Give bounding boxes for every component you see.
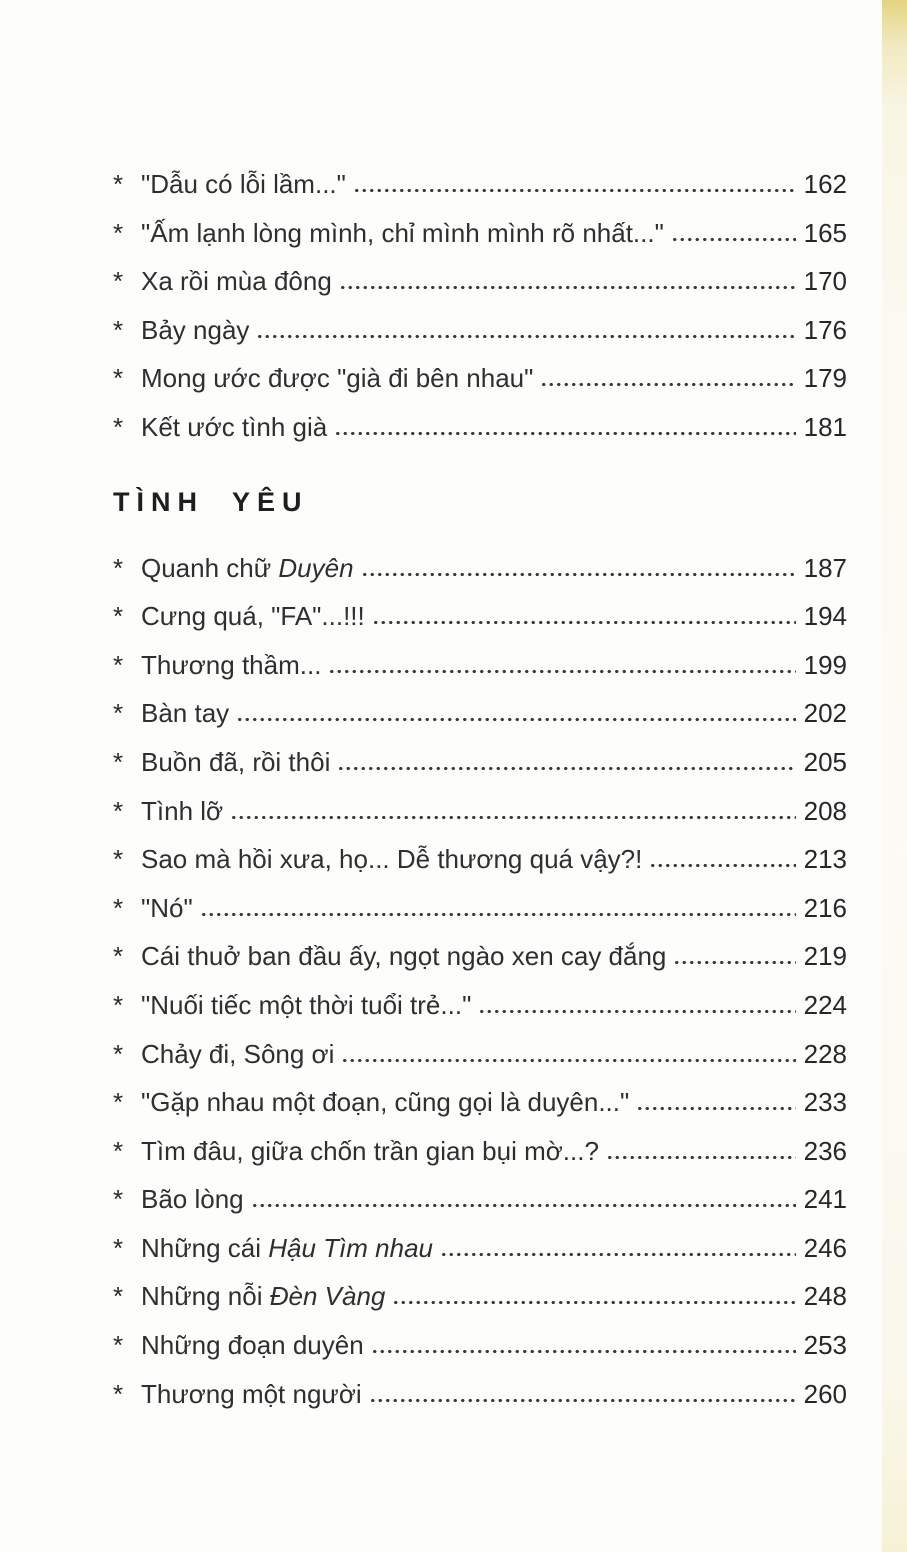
asterisk-bullet: * [113,411,124,442]
dot-leader [673,960,795,965]
entry-title-text: Cái thuở ban đầu ấy, ngọt ngào xen cay đắng [141,941,667,972]
asterisk-bullet: * [113,1038,124,1069]
entry-title [141,981,471,1030]
page-number: 199 [803,649,847,680]
entry-title [141,1272,385,1321]
entry-title-text: Bàn tay [141,698,230,729]
asterisk-bullet: * [113,552,124,583]
entry-title [141,1321,364,1370]
page-number: 241 [803,1184,847,1215]
entry-title-text: Bão lòng [141,1184,244,1215]
page-number: 162 [803,169,847,199]
dot-leader [251,1203,796,1208]
entry-title-text: Chảy đi, Sông ơi [141,1038,335,1069]
entry-title-text: Sao mà hồi xưa, họ... Dễ thương quá vậy?! [141,844,643,875]
entry-title [141,1030,334,1079]
toc-entry [113,1321,847,1370]
entry-title [141,884,193,933]
entry-title [141,932,666,981]
dot-leader [671,237,796,242]
page-number: 260 [803,1378,847,1409]
dot-leader [440,1252,796,1257]
toc-entry [113,1175,847,1224]
entry-title-text: Những nỗi [141,1281,270,1312]
asterisk-bullet: * [113,649,124,680]
dot-leader [540,382,795,387]
page-number: 253 [803,1330,847,1361]
page-number: 213 [803,844,847,875]
page-number: 236 [803,1135,847,1166]
entry-title [141,403,327,452]
entry-title-text: Thương thầm... [141,649,322,680]
toc-entry [113,1224,847,1273]
toc-entry [113,257,847,306]
entry-title-text: Tình lỡ [141,795,224,826]
entry-title [141,1370,362,1419]
entry-title-italic: Hậu Tìm nhau [268,1232,433,1263]
entry-title-text: Những đoạn duyên [141,1330,364,1361]
toc-entry [113,544,847,593]
page-number: 224 [803,989,847,1020]
page-number: 202 [803,698,847,729]
toc-entry [113,403,847,452]
entry-title-text: Bảy ngày [141,314,250,345]
entry-title [141,1224,433,1273]
toc-entry [113,835,847,884]
asterisk-bullet: * [113,1087,124,1118]
entry-title-italic: Duyên [278,552,354,583]
page-number: 219 [803,941,847,972]
page-number: 233 [803,1087,847,1118]
toc-entry [113,981,847,1030]
asterisk-bullet: * [113,1232,124,1263]
entry-title-text: Cưng quá, "FA"...!!! [141,601,365,632]
toc-entry [113,932,847,981]
asterisk-bullet: * [113,1330,124,1361]
asterisk-bullet: * [113,1281,124,1312]
entry-title [141,209,664,258]
entry-title [141,592,365,641]
page-number: 208 [803,795,847,826]
dot-leader [256,334,795,339]
dot-leader [606,1155,796,1160]
toc-entry [113,738,847,787]
entry-title [141,257,332,306]
dot-leader [361,572,796,577]
toc-entry [113,160,847,209]
toc-entry [113,1030,847,1079]
page-number: 176 [803,314,847,345]
asterisk-bullet: * [113,169,124,199]
dot-leader [372,620,796,625]
entry-title [141,544,354,593]
asterisk-bullet: * [113,698,124,729]
page-number: 216 [803,892,847,923]
entry-title-text: "Ấm lạnh lòng mình, chỉ mình mình rõ nhất..." [141,217,664,248]
entry-title-text: "Gặp nhau một đoạn, cũng gọi là duyên..." [141,1087,630,1118]
dot-leader [339,285,796,290]
page-number: 205 [803,746,847,777]
asterisk-bullet: * [113,892,124,923]
entry-title-text: Tìm đâu, giữa chốn trần gian bụi mờ...? [141,1135,599,1166]
asterisk-bullet: * [113,217,124,248]
toc-entry [113,787,847,836]
asterisk-bullet: * [113,363,124,394]
toc-entry [113,1272,847,1321]
dot-leader [353,188,796,193]
entry-title-text: Kết ước tình già [141,411,328,442]
section-heading: TÌNH YÊU [113,486,309,517]
dot-leader [649,863,795,868]
dot-leader [337,766,795,771]
dot-leader [341,1058,795,1063]
entry-title-italic: Đèn Vàng [269,1281,386,1312]
asterisk-bullet: * [113,941,124,972]
entry-title [141,160,346,209]
asterisk-bullet: * [113,844,124,875]
page-number: 181 [803,411,847,442]
entry-title-text: Xa rồi mùa đông [141,266,332,297]
entry-title-text: Thương một người [141,1378,362,1409]
dot-leader [371,1349,796,1354]
asterisk-bullet: * [113,1378,124,1409]
toc-entry [113,641,847,690]
toc-entry [113,1370,847,1419]
entry-title [141,689,229,738]
asterisk-bullet: * [113,795,124,826]
page-number: 194 [803,601,847,632]
toc-entry [113,689,847,738]
dot-leader [230,815,796,820]
entry-title-text: Buồn đã, rồi thôi [141,746,331,777]
entry-title-text: "Nó" [141,892,193,923]
asterisk-bullet: * [113,266,124,297]
asterisk-bullet: * [113,1184,124,1215]
asterisk-bullet: * [113,601,124,632]
dot-leader [236,717,795,722]
dot-leader [478,1009,795,1014]
asterisk-bullet: * [113,1135,124,1166]
entry-title [141,1078,629,1127]
entry-title-text: "Nuối tiếc một thời tuổi trẻ..." [141,989,472,1020]
page-number: 165 [803,217,847,248]
entry-title [141,835,642,884]
dot-leader [369,1398,796,1403]
dot-leader [334,431,795,436]
entry-title [141,354,533,403]
entry-title [141,306,249,355]
entry-title [141,787,223,836]
page-number: 246 [803,1232,847,1263]
toc-entry [113,1127,847,1176]
entry-title-text: Những cái [141,1232,269,1263]
toc-entry [113,209,847,258]
toc-entry [113,306,847,355]
entry-title-text: Quanh chữ [141,552,279,583]
asterisk-bullet: * [113,989,124,1020]
toc-entry [113,884,847,933]
page-number: 179 [803,363,847,394]
page-number: 170 [803,266,847,297]
dot-leader [200,912,796,917]
dot-leader [392,1300,795,1305]
toc-entry [113,592,847,641]
toc-entry [113,354,847,403]
page-number: 228 [803,1038,847,1069]
dot-leader [636,1106,795,1111]
dot-leader [328,669,795,674]
entry-title [141,738,330,787]
toc-entry [113,1078,847,1127]
asterisk-bullet: * [113,314,124,345]
entry-title [141,641,321,690]
page-number: 187 [803,552,847,583]
entry-title-text: "Dẫu có lỗi lầm..." [141,169,346,199]
entry-title [141,1175,244,1224]
page-number: 248 [803,1281,847,1312]
entry-title [141,1127,599,1176]
entry-title-text: Mong ước được "già đi bên nhau" [141,363,534,394]
asterisk-bullet: * [113,746,124,777]
